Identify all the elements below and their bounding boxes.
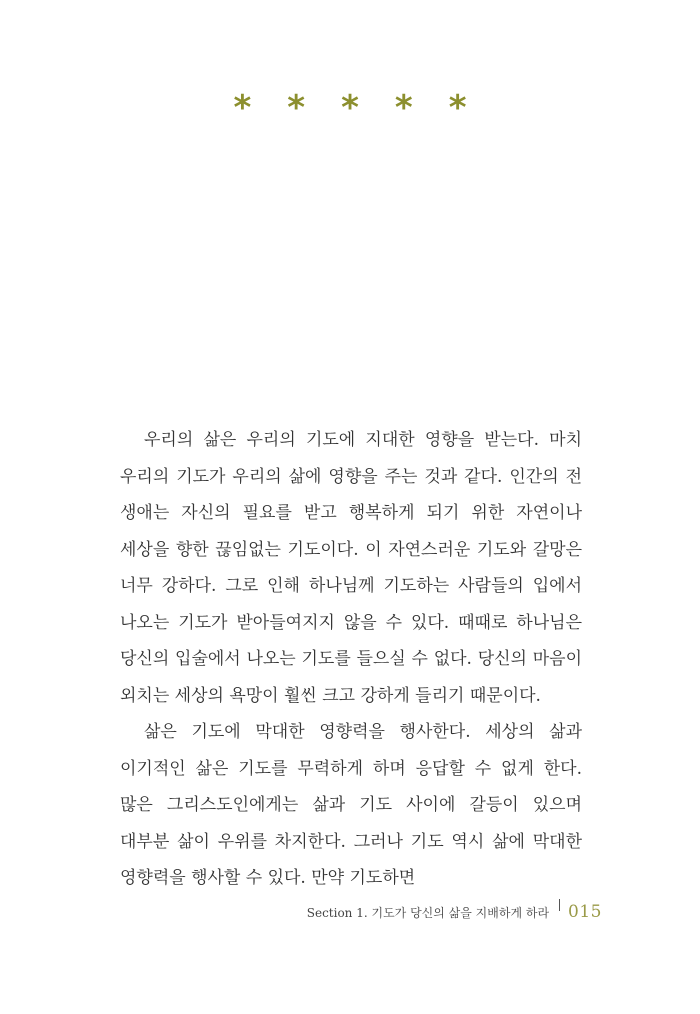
section-ornament <box>0 88 700 128</box>
paragraph-1: 우리의 삶은 우리의 기도에 지대한 영향을 받는다. 마치 우리의 기도가 우리의 삶에 영향을 주는 것과 같다. 인간의 전 생애는 자신의 필요를 받고 행복하게 되기 위한 자연이나 세상을 향한 끊임없는 기도이다. 이 자연스러운 기도와 갈망은 너무 강하다. 그로 인해 하나님께 기도하는 사람들의 입에서 나오는 기도가 받아들여지지 않을 수 있다. 때때로 하나님은 당신의 입술에서 나오는 기도를 들으실 수 없다. 당신의 마음이 외치는 세상의 욕망이 훨씬 크고 강하게 들리기 때문이다. <box>120 430 582 706</box>
footer-divider <box>559 899 560 911</box>
asterisk-ornament-icon: * <box>287 88 306 128</box>
asterisk-ornament-icon: * <box>233 88 252 128</box>
paragraph-2: 삶은 기도에 막대한 영향력을 행사한다. 세상의 삶과 이기적인 삶은 기도를 무력하게 하며 응답할 수 없게 한다. 많은 그리스도인에게는 삶과 기도 사이에 갈등이 있으며 대부분 삶이 우위를 차지한다. 그러나 기도 역시 삶에 막대한 영향력을 행사할 수 있다. 만약 기도하면 <box>120 722 582 888</box>
running-section-title: Section 1. 기도가 당신의 삶을 지배하게 하라 <box>306 906 550 920</box>
page-footer <box>307 902 602 922</box>
asterisk-ornament-icon: * <box>394 88 413 128</box>
asterisk-ornament-icon: * <box>341 88 359 128</box>
body-text <box>120 422 582 897</box>
asterisk-ornament-icon: * <box>448 88 467 128</box>
page-number: 015 <box>568 902 602 922</box>
